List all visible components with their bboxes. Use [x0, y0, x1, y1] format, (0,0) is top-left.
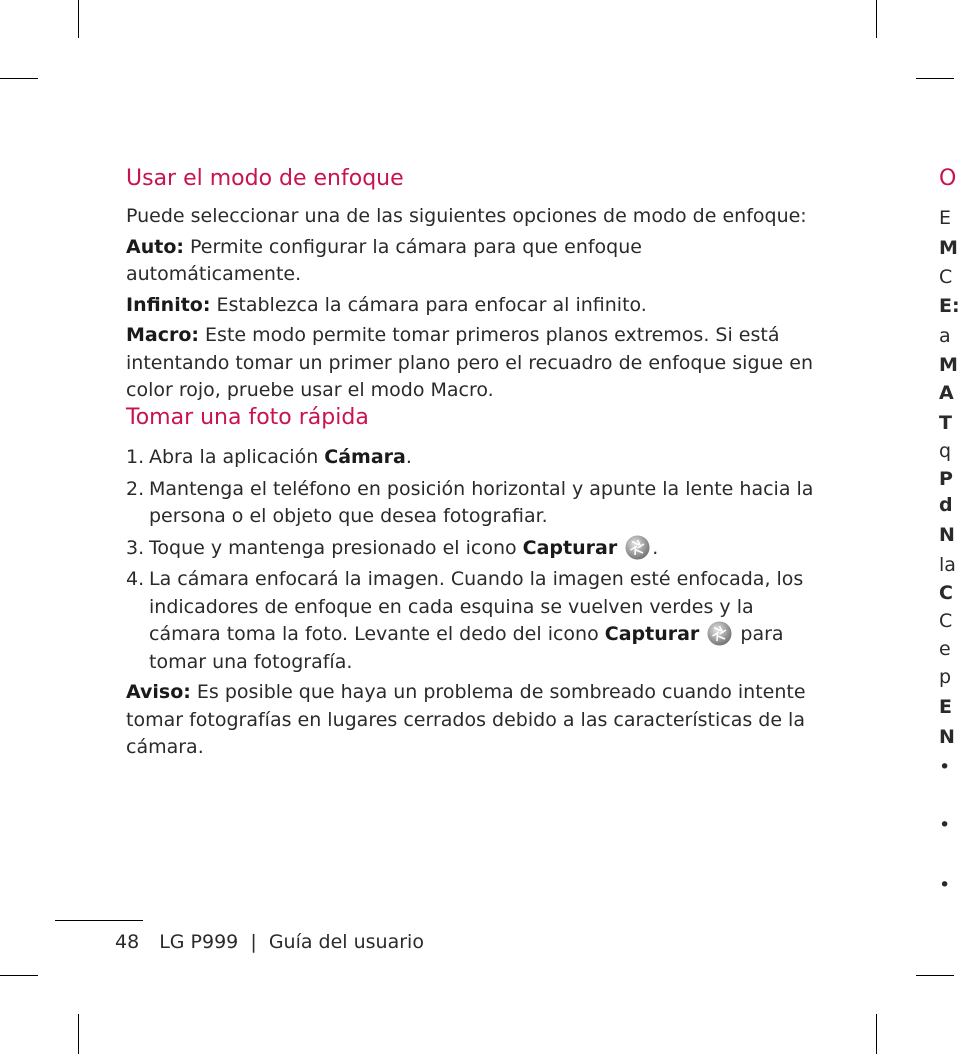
list-item: [126, 566, 816, 676]
step-bold: Capturar: [604, 623, 700, 645]
option-label: Macro:: [126, 324, 200, 346]
cutoff-text-fragment: q: [939, 440, 952, 462]
cutoff-text-fragment: la: [939, 554, 956, 576]
list-item: [126, 444, 816, 472]
cutoff-text-fragment: A: [939, 382, 954, 404]
step-bold: Cámara: [324, 446, 406, 468]
option-macro: [126, 322, 816, 405]
option-infinity: [126, 292, 816, 320]
crop-mark: [0, 78, 38, 79]
shutter-icon: [625, 535, 650, 560]
step-text: Toque y mantenga presionado el icono: [149, 536, 523, 559]
quick-photo-section: [126, 404, 816, 762]
cutoff-text-fragment: •: [939, 756, 951, 778]
cutoff-text-fragment: a: [939, 325, 951, 347]
crop-mark: [916, 975, 954, 976]
note: [126, 679, 816, 762]
step-bold: Capturar: [522, 536, 618, 559]
cutoff-text-fragment: d: [939, 494, 953, 516]
cutoff-text-fragment: T: [939, 412, 952, 434]
cutoff-text-fragment: N: [939, 726, 955, 748]
cutoff-text-fragment: M: [939, 354, 958, 376]
cutoff-text-fragment: P: [939, 468, 953, 490]
focus-mode-section: [126, 165, 816, 405]
steps-list: [126, 444, 816, 676]
cutoff-text-fragment: E: [939, 207, 952, 229]
step-text: .: [652, 536, 659, 559]
step-text: La cámara enfocará la imagen. Cuando la imagen esté enfocada, los indicadores de enfoque en cada esquina se vuelven verdes y la cámara toma la foto. Levante el dedo del icono: [149, 568, 804, 645]
cutoff-text-fragment: M: [939, 237, 958, 259]
note-label: Aviso:: [126, 681, 191, 703]
note-text: Es posible que haya un problema de sombreado cuando intente tomar fotografías en lugares cerrados debido a las características de la cámara.: [126, 681, 806, 758]
step-text: .: [405, 446, 412, 468]
option-text: Este modo permite tomar primeros planos extremos. Si está intentando tomar un primer plano pero el recuadro de enfoque sigue en color rojo, pruebe usar el modo Macro.: [126, 324, 814, 401]
option-label: Infinito:: [126, 293, 211, 316]
step-number: 3.: [126, 536, 145, 559]
step-text: Abra la aplicación: [149, 446, 325, 468]
intro-text: Puede seleccionar una de las siguientes opciones de modo de enfoque:: [126, 205, 807, 227]
cutoff-text-fragment: •: [939, 814, 951, 836]
cutoff-text-fragment: e: [939, 638, 951, 660]
next-page-heading: O: [939, 166, 957, 191]
step-text: para tomar una fotografía.: [149, 623, 784, 673]
cutoff-text-fragment: C: [939, 610, 953, 632]
cutoff-text-fragment: p: [939, 666, 952, 688]
crop-mark: [78, 0, 79, 38]
cutoff-text-fragment: N: [939, 524, 955, 546]
cutoff-text-fragment: C: [939, 582, 953, 604]
cutoff-text-fragment: E: [939, 696, 952, 718]
option-auto: [126, 234, 816, 289]
footer-rule: [55, 920, 143, 921]
shutter-icon: [707, 621, 732, 646]
page-footer: [115, 928, 424, 956]
step-number: 4.: [126, 568, 145, 590]
list-item: [126, 476, 816, 531]
option-text: Permite configurar la cámara para que enfoque automáticamente.: [126, 235, 642, 285]
step-number: 1.: [126, 446, 145, 468]
crop-mark: [876, 1014, 877, 1054]
list-item: [126, 535, 816, 563]
step-number: 2.: [126, 477, 145, 500]
option-label: Auto:: [126, 235, 184, 258]
crop-mark: [876, 0, 877, 38]
cutoff-text-fragment: C: [939, 266, 953, 288]
page-number: 48: [115, 931, 140, 953]
crop-mark: [78, 1014, 79, 1054]
crop-mark: [916, 78, 954, 79]
step-text: Mantenga el teléfono en posición horizontal y apunte la lente hacia la persona o el objeto que desea fotografiar.: [149, 477, 814, 527]
section-title: Tomar una foto rápida: [126, 405, 369, 430]
option-text: Establezca la cámara para enfocar al infinito.: [210, 293, 647, 316]
cutoff-text-fragment: •: [939, 874, 951, 896]
section-title: Usar el modo de enfoque: [126, 166, 404, 191]
crop-mark: [0, 975, 38, 976]
footer-text: LG P999 | Guía del usuario: [159, 931, 424, 953]
cutoff-text-fragment: E:: [939, 295, 960, 317]
